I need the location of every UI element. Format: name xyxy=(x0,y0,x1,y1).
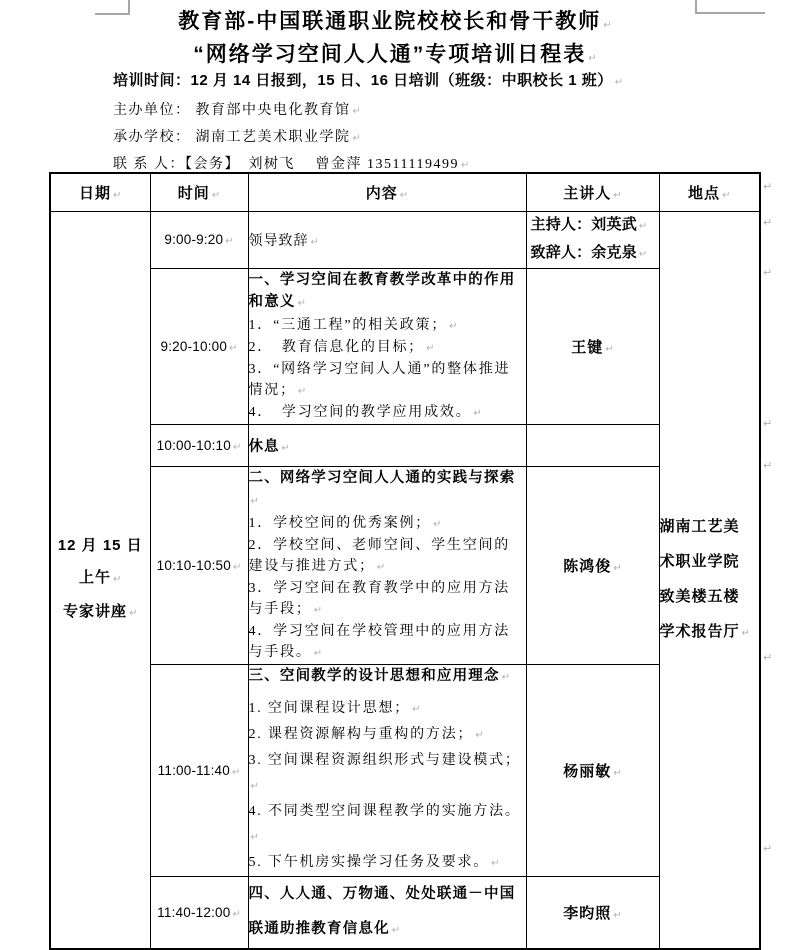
paragraph-mark-icon: ↵ xyxy=(491,857,500,869)
content-item: 1．学校空间的优秀案例； ↵ xyxy=(248,515,442,531)
table-header-row xyxy=(50,173,760,211)
paragraph-mark-icon: ↵ xyxy=(613,562,622,574)
time-cell: 10:00-10:10 ↵ xyxy=(150,424,248,466)
paragraph-mark-icon: ↵ xyxy=(412,703,421,715)
speaker-cell-empty xyxy=(526,424,659,466)
schedule-row-opening xyxy=(50,211,760,268)
date-line: 上午 ↵ xyxy=(79,568,122,586)
speaker-cell: 李昀照 ↵ xyxy=(526,876,659,949)
paragraph-mark-icon: ↵ xyxy=(229,342,238,354)
time-cell: 10:10-10:50 ↵ xyxy=(150,466,248,664)
paragraph-mark-icon: ↵ xyxy=(313,647,323,659)
document-title xyxy=(0,7,790,73)
date-line: 专家讲座 ↵ xyxy=(63,602,138,620)
title-line-2: “网络学习空间人人通”专项培训日程表 ↵ xyxy=(193,43,597,66)
paragraph-mark-icon: ↵ xyxy=(605,343,614,355)
schedule-row-break xyxy=(50,424,760,466)
location-line: 致美楼五楼 xyxy=(659,587,740,605)
speaker-cell: 陈鸿俊 ↵ xyxy=(526,466,659,664)
date-cell xyxy=(50,211,150,949)
paragraph-mark-icon: ↵ xyxy=(129,607,138,619)
content-item: 2． 教育信息化的目标； ↵ xyxy=(248,339,435,355)
row-end-mark-icon: ↵ xyxy=(763,842,773,855)
content-cell xyxy=(248,211,526,268)
speaker-cell: 杨丽敏 ↵ xyxy=(526,664,659,876)
location-line: 学术报告厅 ↵ xyxy=(659,622,750,640)
location-line: 术职业学院 xyxy=(659,552,740,570)
content-item: 3. 空间课程资源组织形式与建设模式；↵ xyxy=(248,752,521,792)
paragraph-mark-icon: ↵ xyxy=(113,189,122,201)
content-items xyxy=(249,513,526,664)
paragraph-mark-icon: ↵ xyxy=(433,518,442,530)
content-item: 4．学习空间在学校管理中的应用方法与手段。 ↵ xyxy=(248,623,511,660)
host-unit-line: 主办单位： 教育部中央电化教育馆 ↵ xyxy=(113,103,361,118)
content-cell xyxy=(248,268,526,424)
paragraph-mark-icon: ↵ xyxy=(250,495,259,507)
training-time-line: 培训时间：12 月 14 日报到，15 日、16 日培训（班级：中职校长 1 班） ↵ xyxy=(113,72,624,89)
content-item: 4． 学习空间的教学应用成效。 ↵ xyxy=(248,404,482,420)
header-date: 日期 ↵ xyxy=(50,173,150,211)
paragraph-mark-icon: ↵ xyxy=(588,53,597,64)
paragraph-mark-icon: ↵ xyxy=(250,780,259,792)
paragraph-mark-icon: ↵ xyxy=(460,160,470,171)
paragraph-mark-icon: ↵ xyxy=(310,236,319,248)
row-end-mark-icon: ↵ xyxy=(763,216,773,229)
paragraph-mark-icon: ↵ xyxy=(297,385,307,397)
header-location: 地点 ↵ xyxy=(659,173,760,211)
paragraph-mark-icon: ↵ xyxy=(399,189,409,201)
content-heading: 二、网络学习空间人人通的实践与探索↵ xyxy=(248,469,516,507)
content-cell xyxy=(248,664,526,876)
speaker-cell: 王键 ↵ xyxy=(526,268,659,424)
contact-person-line: 联 系 人：【会务】 刘树飞 曾金萍 13511119499 ↵ xyxy=(113,157,470,172)
paragraph-mark-icon: ↵ xyxy=(225,236,234,247)
paragraph-mark-icon: ↵ xyxy=(391,924,401,936)
paragraph-mark-icon: ↵ xyxy=(313,604,323,616)
paragraph-mark-icon: ↵ xyxy=(638,248,648,260)
paragraph-mark-icon: ↵ xyxy=(297,297,306,309)
paragraph-mark-icon: ↵ xyxy=(473,407,482,419)
paragraph-mark-icon: ↵ xyxy=(113,573,122,585)
time-cell: 11:00-11:40 ↵ xyxy=(150,664,248,876)
paragraph-mark-icon: ↵ xyxy=(352,133,361,144)
location-line: 湖南工艺美 xyxy=(659,517,740,535)
paragraph-mark-icon: ↵ xyxy=(741,627,750,639)
content-item: 5. 下午机房实操学习任务及要求。 ↵ xyxy=(248,854,500,870)
paragraph-mark-icon: ↵ xyxy=(475,729,484,741)
time-cell: 9:20-10:00 ↵ xyxy=(150,268,248,424)
paragraph-mark-icon: ↵ xyxy=(250,831,259,843)
paragraph-mark-icon: ↵ xyxy=(426,342,435,354)
content-item: 4. 不同类型空间课程教学的实施方法。↵ xyxy=(248,803,521,843)
paragraph-mark-icon: ↵ xyxy=(722,189,731,201)
paragraph-mark-icon: ↵ xyxy=(211,189,221,201)
content-items xyxy=(249,696,526,876)
row-end-mark-icon: ↵ xyxy=(763,266,773,279)
row-end-mark-icon: ↵ xyxy=(763,651,773,664)
speaker-cell xyxy=(526,211,659,268)
content-heading: 三、空间教学的设计思想和应用理念 ↵ xyxy=(248,667,511,684)
content-cell xyxy=(248,466,526,664)
title-line-1: 教育部-中国联通职业院校校长和骨干教师 ↵ xyxy=(178,10,612,33)
paragraph-mark-icon: ↵ xyxy=(232,561,242,573)
schedule-row-lecture-2 xyxy=(50,466,760,664)
content-title: 领导致辞 ↵ xyxy=(248,231,319,248)
paragraph-mark-icon: ↵ xyxy=(231,766,241,778)
paragraph-mark-icon: ↵ xyxy=(232,441,242,453)
content-heading: 四、人人通、万物通、处处联通－中国联通助推教育信息化 ↵ xyxy=(248,885,516,937)
schedule-row-lecture-3 xyxy=(50,664,760,876)
header-content: 内容 ↵ xyxy=(248,173,526,211)
content-item: 1. 空间课程设计思想； ↵ xyxy=(248,700,421,716)
content-heading: 一、学习空间在教育教学改革中的作用和意义 ↵ xyxy=(248,271,516,310)
time-cell: 11:40-12:00 ↵ xyxy=(150,876,248,949)
row-end-mark-icon: ↵ xyxy=(763,459,773,472)
schedule-row-lecture-1 xyxy=(50,268,760,424)
content-item: 2．学校空间、老师空间、学生空间的建设与推进方式； ↵ xyxy=(248,537,511,574)
schedule-table xyxy=(49,172,761,950)
paragraph-mark-icon: ↵ xyxy=(376,561,386,573)
row-end-mark-icon: ↵ xyxy=(763,417,773,430)
paragraph-mark-icon: ↵ xyxy=(232,908,241,920)
paragraph-mark-icon: ↵ xyxy=(449,320,458,332)
paragraph-mark-icon: ↵ xyxy=(352,106,361,117)
paragraph-mark-icon: ↵ xyxy=(613,909,622,921)
host-line: 主持人：刘英武 ↵ xyxy=(530,215,648,233)
paragraph-mark-icon: ↵ xyxy=(281,442,290,454)
header-time: 时间 ↵ xyxy=(150,173,248,211)
welcome-line: 致辞人：余克泉 ↵ xyxy=(530,243,648,261)
date-line: 12 月 15 日 xyxy=(57,536,143,554)
row-end-mark-icon: ↵ xyxy=(763,180,773,193)
content-items xyxy=(249,315,526,424)
organizer-school-line: 承办学校： 湖南工艺美术职业学院 ↵ xyxy=(113,130,361,145)
paragraph-mark-icon: ↵ xyxy=(614,77,624,88)
content-cell xyxy=(248,876,526,949)
schedule-row-lecture-4 xyxy=(50,876,760,949)
content-item: 1．“三通工程”的相关政策； ↵ xyxy=(248,317,458,333)
content-item: 3．“网络学习空间人人通”的整体推进情况； ↵ xyxy=(248,361,511,398)
location-cell xyxy=(659,211,760,949)
paragraph-mark-icon: ↵ xyxy=(613,767,622,779)
content-item: 3．学习空间在教育教学中的应用方法与手段； ↵ xyxy=(248,580,511,617)
time-cell: 9:00-9:20 ↵ xyxy=(150,211,248,268)
header-speaker: 主讲人 ↵ xyxy=(526,173,659,211)
paragraph-mark-icon: ↵ xyxy=(603,20,612,31)
content-item: 2. 课程资源解构与重构的方法； ↵ xyxy=(248,726,484,742)
paragraph-mark-icon: ↵ xyxy=(638,220,648,232)
content-cell: 休息 ↵ xyxy=(248,424,526,466)
paragraph-mark-icon: ↵ xyxy=(613,189,622,201)
document-info-block xyxy=(113,71,623,183)
paragraph-mark-icon: ↵ xyxy=(501,671,511,683)
